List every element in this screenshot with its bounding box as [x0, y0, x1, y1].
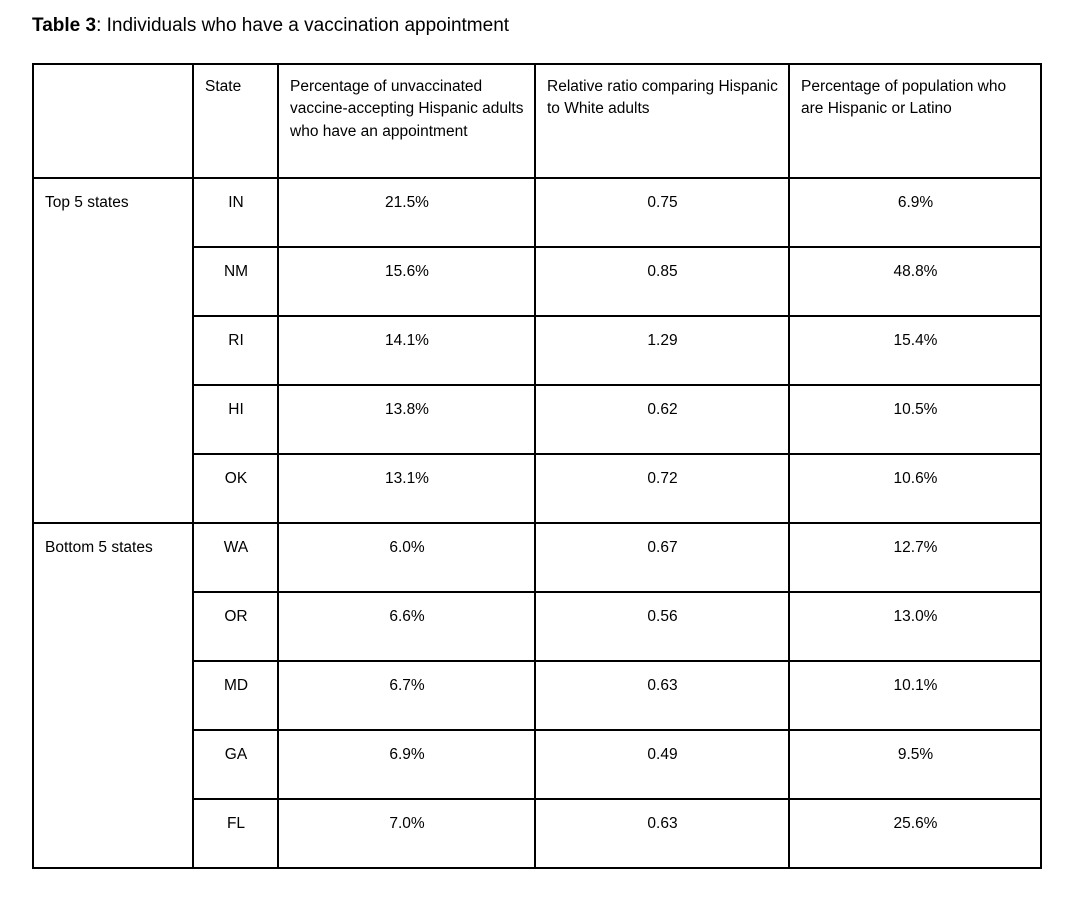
- pct-population-cell: 9.5%: [789, 730, 1041, 799]
- group-label-bottom5: Bottom 5 states: [33, 523, 193, 868]
- pct-population-cell: 13.0%: [789, 592, 1041, 661]
- pct-appointment-cell: 15.6%: [278, 247, 535, 316]
- pct-appointment-cell: 6.7%: [278, 661, 535, 730]
- state-cell: OK: [193, 454, 278, 523]
- pct-appointment-cell: 13.1%: [278, 454, 535, 523]
- table-caption: [32, 14, 1072, 39]
- state-cell: NM: [193, 247, 278, 316]
- state-cell: RI: [193, 316, 278, 385]
- pct-appointment-cell: 6.6%: [278, 592, 535, 661]
- pct-appointment-cell: 6.9%: [278, 730, 535, 799]
- state-cell: OR: [193, 592, 278, 661]
- header-cell-state: State: [193, 64, 278, 178]
- ratio-cell: 1.29: [535, 316, 789, 385]
- ratio-cell: 0.56: [535, 592, 789, 661]
- ratio-cell: 0.63: [535, 799, 789, 868]
- pct-population-cell: 15.4%: [789, 316, 1041, 385]
- ratio-cell: 0.85: [535, 247, 789, 316]
- pct-appointment-cell: 13.8%: [278, 385, 535, 454]
- pct-population-cell: 10.5%: [789, 385, 1041, 454]
- state-cell: WA: [193, 523, 278, 592]
- pct-population-cell: 10.1%: [789, 661, 1041, 730]
- state-cell: MD: [193, 661, 278, 730]
- pct-appointment-cell: 21.5%: [278, 178, 535, 247]
- header-row: [33, 64, 1041, 178]
- ratio-cell: 0.72: [535, 454, 789, 523]
- state-cell: GA: [193, 730, 278, 799]
- pct-appointment-cell: 6.0%: [278, 523, 535, 592]
- pct-appointment-cell: 7.0%: [278, 799, 535, 868]
- header-cell-pct-population: Percentage of population who are Hispanic or Latino: [789, 64, 1041, 178]
- ratio-cell: 0.49: [535, 730, 789, 799]
- header-cell-group: [33, 64, 193, 178]
- ratio-cell: 0.62: [535, 385, 789, 454]
- state-cell: FL: [193, 799, 278, 868]
- pct-population-cell: 6.9%: [789, 178, 1041, 247]
- pct-population-cell: 10.6%: [789, 454, 1041, 523]
- state-cell: HI: [193, 385, 278, 454]
- table-caption-text: : Individuals who have a vaccination appointment: [96, 15, 510, 36]
- vaccination-appointment-table: [32, 63, 1042, 869]
- table-row: [33, 178, 1041, 247]
- table-row: [33, 523, 1041, 592]
- ratio-cell: 0.67: [535, 523, 789, 592]
- pct-appointment-cell: 14.1%: [278, 316, 535, 385]
- pct-population-cell: 12.7%: [789, 523, 1041, 592]
- state-cell: IN: [193, 178, 278, 247]
- ratio-cell: 0.75: [535, 178, 789, 247]
- header-cell-ratio: Relative ratio comparing Hispanic to White adults: [535, 64, 789, 178]
- pct-population-cell: 25.6%: [789, 799, 1041, 868]
- table-caption-label: Table 3: [32, 15, 97, 36]
- group-label-top5: Top 5 states: [33, 178, 193, 523]
- ratio-cell: 0.63: [535, 661, 789, 730]
- pct-population-cell: 48.8%: [789, 247, 1041, 316]
- header-cell-pct-appointment: Percentage of unvaccinated vaccine-accepting Hispanic adults who have an appointment: [278, 64, 535, 178]
